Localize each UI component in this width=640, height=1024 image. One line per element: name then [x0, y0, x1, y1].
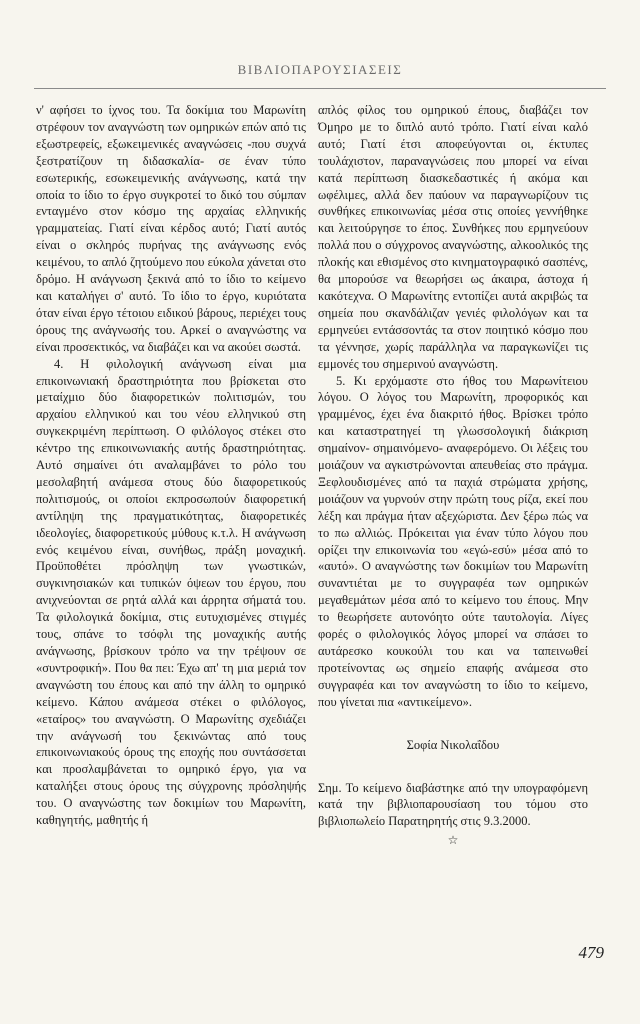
left-column	[36, 102, 306, 829]
author-signature: Σοφία Νικολαΐδου	[406, 737, 500, 752]
header-rule	[34, 88, 606, 89]
right-column	[318, 102, 588, 849]
page-number: 479	[578, 943, 604, 962]
right-paragraph-1: απλός φίλος του ομηρικού έπους, διαβάζει τον Όμηρο με το διπλό αυτό τρόπο. Γιατί είναι καλό αυτό; Γιατί έτσι αποφεύγονται οι, έκτυπες τουλάχιστον, παραναγνώσεις που μπορεί να είναι κατά περίπτωση διασκεδαστικές ή ακόμα και ωφέλιμες, αλλά δεν παύουν να παραγνωρίζουν τις συνθήκες επικοινωνίας μέσα στις οποίες γεννήθηκε και λειτούργησε το έπος. Συνθήκες που ερμηνεύουν πολλά που ο σύγχρονος αναγνώστης, αλκοολικός της πλοκής και εθισμένος στο κινηματογραφικό σασπένς, θα μπορούσε να θεωρήσει ως άκαιρα, άστοχα ή κακότεχνα. Ο Μαρωνίτης εντοπίζει αυτά ακριβώς τα σημεία που σκανδάλιζαν γενιές φιλολόγων και τα ερμηνεύει εντάσσοντάς τα στον ποιητικό κόσμο που τα γέννησε, χωρίς παράλληλα να παραγκωνίζει τις εμμονές του σημερινού αναγνώστη.	[318, 103, 588, 371]
left-paragraph-1: ν' αφήσει το ίχνος του. Τα δοκίμια του Μαρωνίτη στρέφουν τον αναγνώστη των ομηρικών επών από τις εξωστρεφείς, εξωκειμενικές αναγνώσεις -που συχνά ξεστρατίζουν τη διδασκαλία- σε έναν τύπο εσωτερικής, εσωκειμενικής ανάγνωσης, κατά την οποία το ίδιο το έργο συγκροτεί το δικό του σύμπαν ενταγμένο στον κόσμο της αρχαίας ελληνικής γραμματείας. Γιατί είναι κέρδος αυτό; Γιατί αυτός είναι ο σκληρός πυρήνας της ανάγνωσης ενός κειμένου, το απλό ζητούμενο που εύκολα χάνεται στο δρόμο. Η ανάγνωση ξεκινά από το ίδιο το κείμενο και καταλήγει σ' αυτό. Το ίδιο το έργο, κυριότατα όταν είναι έργο τέτοιου ειδικού βάρους, περιέχει τους όρους της ανάγνωσής του. Αρκεί ο αναγνώστης να είναι προσεκτικός, να διαβάζει και να ακούει σωστά.	[36, 103, 306, 354]
star-ornament-icon: ☆	[447, 833, 459, 848]
running-title: ΒΙΒΛΙΟΠΑΡΟΥΣΙΑΣΕΙΣ	[237, 62, 403, 77]
right-paragraph-2: 5. Κι ερχόμαστε στο ήθος του Μαρωνίτειου λόγου. Ο λόγος του Μαρωνίτη, προφορικός και γραμμένος, έχει ένα διακριτό ήθος. Βρίσκει τρόπο και καταστρατηγεί τη γλωσσολογική διάκριση σημαίνον- σημαινόμενο- αναφερόμενο. Οι λέξεις του μοιάζουν να αγκιστρώνονται απευθείας στο πράγμα. Ξεφλουδισμένες από τα παχιά στρώματα χρήσης, μοιάζουν να γυρνούν στην πρώτη τους ρίζα, εκεί που λέξη και πράγμα ήταν αξεχώριστα. Δεν ξέρω πώς να το πω αλλιώς. Πρόκειται για έναν τύπο λόγου που ορίζει την επικοινωνία του «εγώ-εσύ» μέσα από το «αυτό». Ο αναγνώστης των δοκιμίων του Μαρωνίτη συναντιέται με το συγγραφέα των ομηρικών μεγαθεμάτων μέσα από το κείμενο του έπους. Μην το θεωρήσετε αυτονόητο ούτε ταυτολογία. Λίγες φορές ο φιλολογικός λόγος μπορεί να σπάσει το αυτάρεσκο κουκούλι του και να ταπεινωθεί προτείνοντας ως σημείο επαφής ανάμεσα στο συγγραφέα και τον αναγνώστη το ίδιο το κείμενο, που γίνεται πια «αντικείμενο».	[318, 373, 588, 709]
left-paragraph-2: 4. Η φιλολογική ανάγνωση είναι μια επικοινωνιακή δραστηριότητα που βρίσκεται στο μεταίχμιο δύο διαφορετικών πολιτισμών, του αρχαίου ελληνικού και του νέου ελληνικού στη συγκεκριμένη περίπτωση. Ο φιλόλογος στέκει στο κέντρο της επικοινωνιακής αυτής δραστηριότητας. Αυτό σημαίνει ότι αναλαμβάνει το ρόλο του μεσολαβητή ανάμεσα στους δύο διαφορετικούς πολιτισμούς, οι οποίοι εκπροσωπούν διαφορετική αντίληψη της πραγματικότητας, διαφορετικές ιδεολογίες, διαφορετικούς μύθους κ.τ.λ. Η ανάγνωση ενός κειμένου είναι, συνήθως, πράξη μοναχική. Προϋποθέτει πρόσληψη των γνωστικών, συγκινησιακών και τυπικών όψεων του έργου, που ανιχνεύονται σε ρητά αλλά και άρρητα σήματά του. Τα φιλολογικά δοκίμια, στις ευτυχισμένες στιγμές τους, σπάνε το τσόφλι της μοναχικής αυτής ανάγνωσης, βρίσκουν τρόπο να την τρέψουν σε «συντροφική». Που θα πει: Έχω απ' τη μια μεριά τον αναγνώστη του έπους και από την άλλη το ομηρικό κείμενο. Κάπου ανάμεσα στέκει ο φιλόλογος, «εταίρος» του αναγνώστη. Ο Μαρωνίτης σχεδιάζει την ανάγνωσή του ξεκινώντας από τους επικοινωνιακούς όρους της εποχής που συντάσσεται και προσλαμβάνεται το ομηρικό έργο, για να καταλήξει στους όρους της σύγχρονης πρόσληψής του. Ο αναγνώστης των δοκιμίων του Μαρωνίτη, καθηγητής, μαθητής ή	[36, 356, 306, 828]
footnote: Σημ. Το κείμενο διαβάστηκε από την υπογραφόμενη κατά την βιβλιοπαρουσίαση του τόμου στο βιβλιοπωλείο Παρατηρητής στις 9.3.2000.	[318, 780, 588, 829]
